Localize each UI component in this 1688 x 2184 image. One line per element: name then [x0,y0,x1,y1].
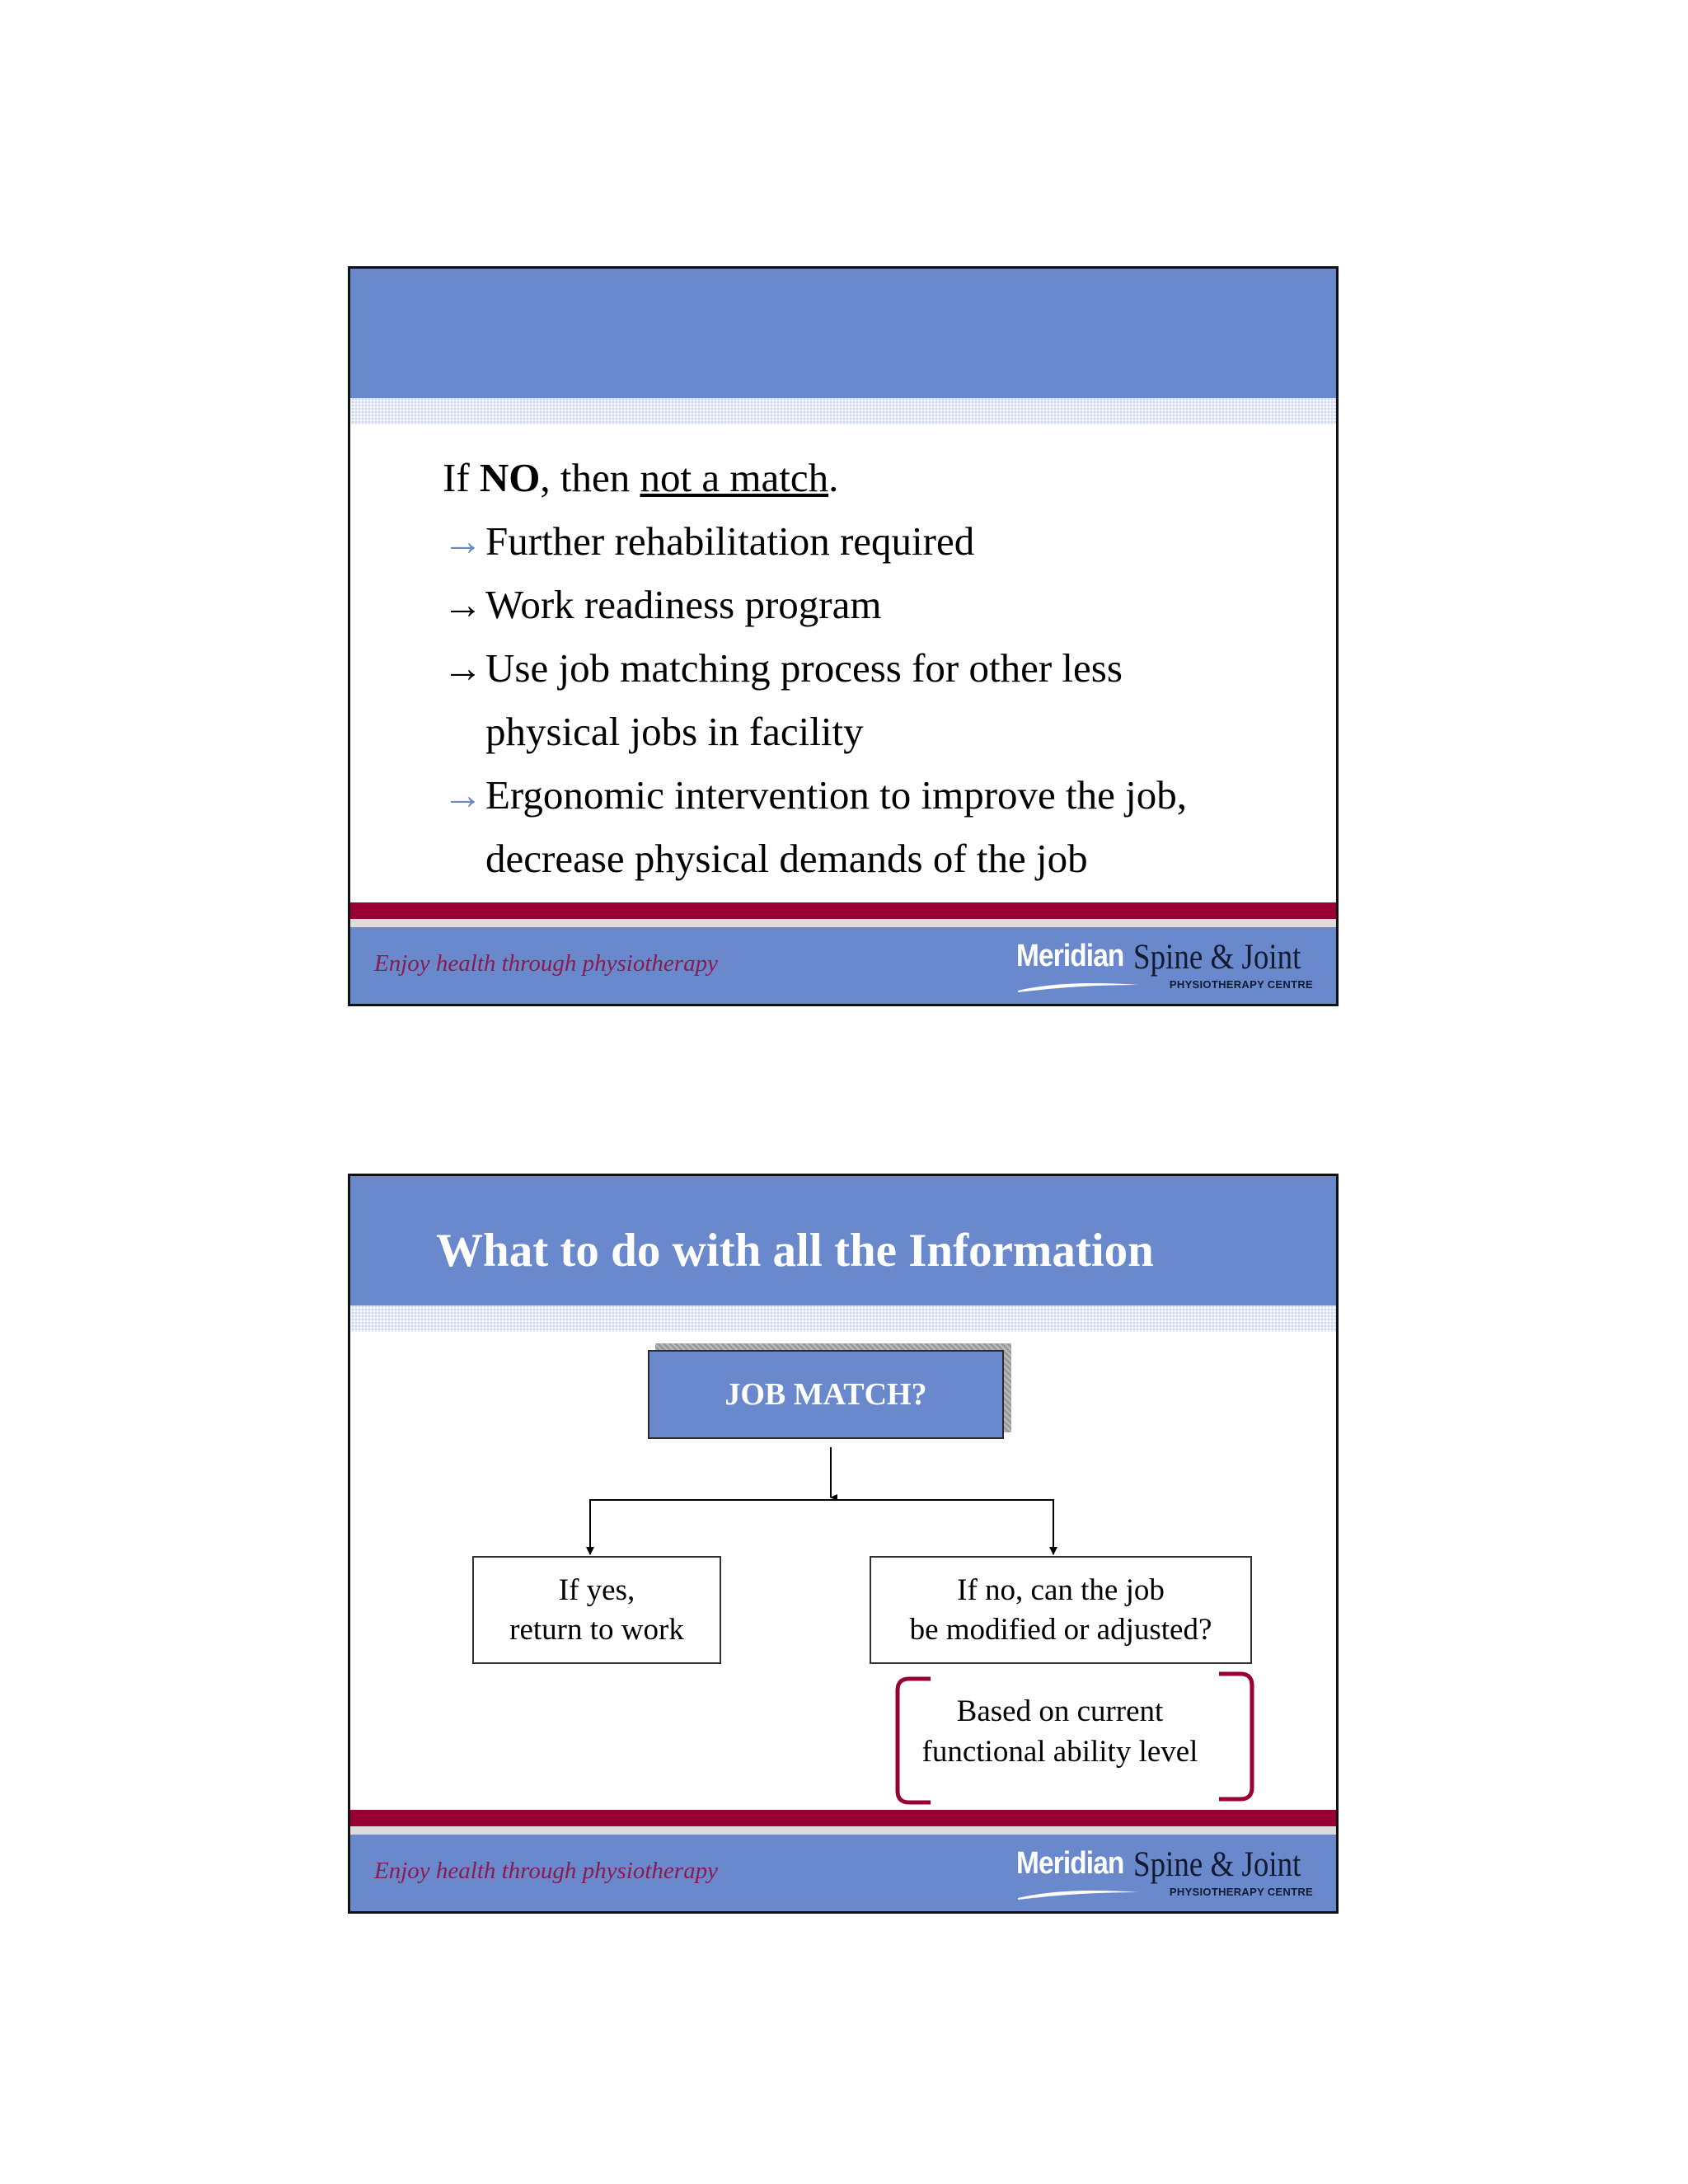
arrow-right-icon: → [443,772,483,818]
logo-brand: Meridian [1016,1846,1124,1881]
meridian-logo [1016,937,1313,1001]
bullet-text: Ergonomic intervention to improve the job, [485,772,1187,818]
slide-1 [348,266,1339,1006]
heading-prefix: If [443,455,480,500]
arrow-right-icon: → [443,582,483,627]
arrow-right-icon: → [443,518,483,564]
swoosh-icon [1016,1887,1140,1900]
yes-box [472,1556,721,1664]
pattern-band [350,398,1336,424]
note-line1: Based on current [956,1694,1164,1728]
accent-gray-band [350,919,1336,927]
flow-connectors [350,1176,1336,1911]
logo-brand: Meridian [1016,939,1124,973]
meridian-logo [1016,1844,1313,1909]
no-box-line2: be modified or adjusted? [909,1612,1212,1647]
logo-subtitle: PHYSIOTHERAPY CENTRE [1169,978,1313,991]
accent-red-band [350,902,1336,919]
swoosh-icon [1016,980,1140,993]
slide-body [443,446,1316,890]
yes-box-line1: If yes, [558,1572,635,1607]
ability-note [907,1691,1212,1772]
bullet-text: Further rehabilitation required [485,518,975,564]
bullet-continuation: decrease physical demands of the job [485,836,1088,881]
footer-tagline: Enjoy health through physiotherapy [374,950,718,977]
accent-red-band [350,1810,1336,1826]
slide-footer [350,1835,1336,1914]
bullet-item [443,509,1316,573]
accent-gray-band [350,1826,1336,1835]
bullet-item [443,763,1316,827]
slide-title: What to do with all the Information [436,1225,1154,1277]
no-box [870,1556,1252,1664]
logo-name: Spine & Joint [1133,1845,1301,1884]
slide-footer [350,927,1336,1006]
heading-emphasis: NO [479,455,541,500]
bullet-text: Use job matching process for other less [485,645,1123,691]
slide-2 [348,1174,1339,1914]
job-match-box: JOB MATCH? [648,1350,1004,1439]
bullet-text: Work readiness program [485,582,882,627]
footer-tagline: Enjoy health through physiotherapy [374,1858,718,1884]
bullet-item [443,573,1316,636]
heading-suffix: . [828,455,839,500]
bullet-item [443,636,1316,700]
note-line2: functional ability level [921,1735,1198,1769]
bullet-continuation: physical jobs in facility [485,709,864,754]
yes-box-line2: return to work [509,1612,684,1647]
heading-middle: , then [540,455,640,500]
no-box-line1: If no, can the job [957,1572,1165,1607]
logo-subtitle: PHYSIOTHERAPY CENTRE [1169,1886,1313,1898]
arrow-right-icon: → [443,645,483,691]
logo-name: Spine & Joint [1133,938,1301,977]
title-band [350,269,1336,398]
heading-underlined: not a match [640,455,829,500]
heading-line [443,446,1316,509]
